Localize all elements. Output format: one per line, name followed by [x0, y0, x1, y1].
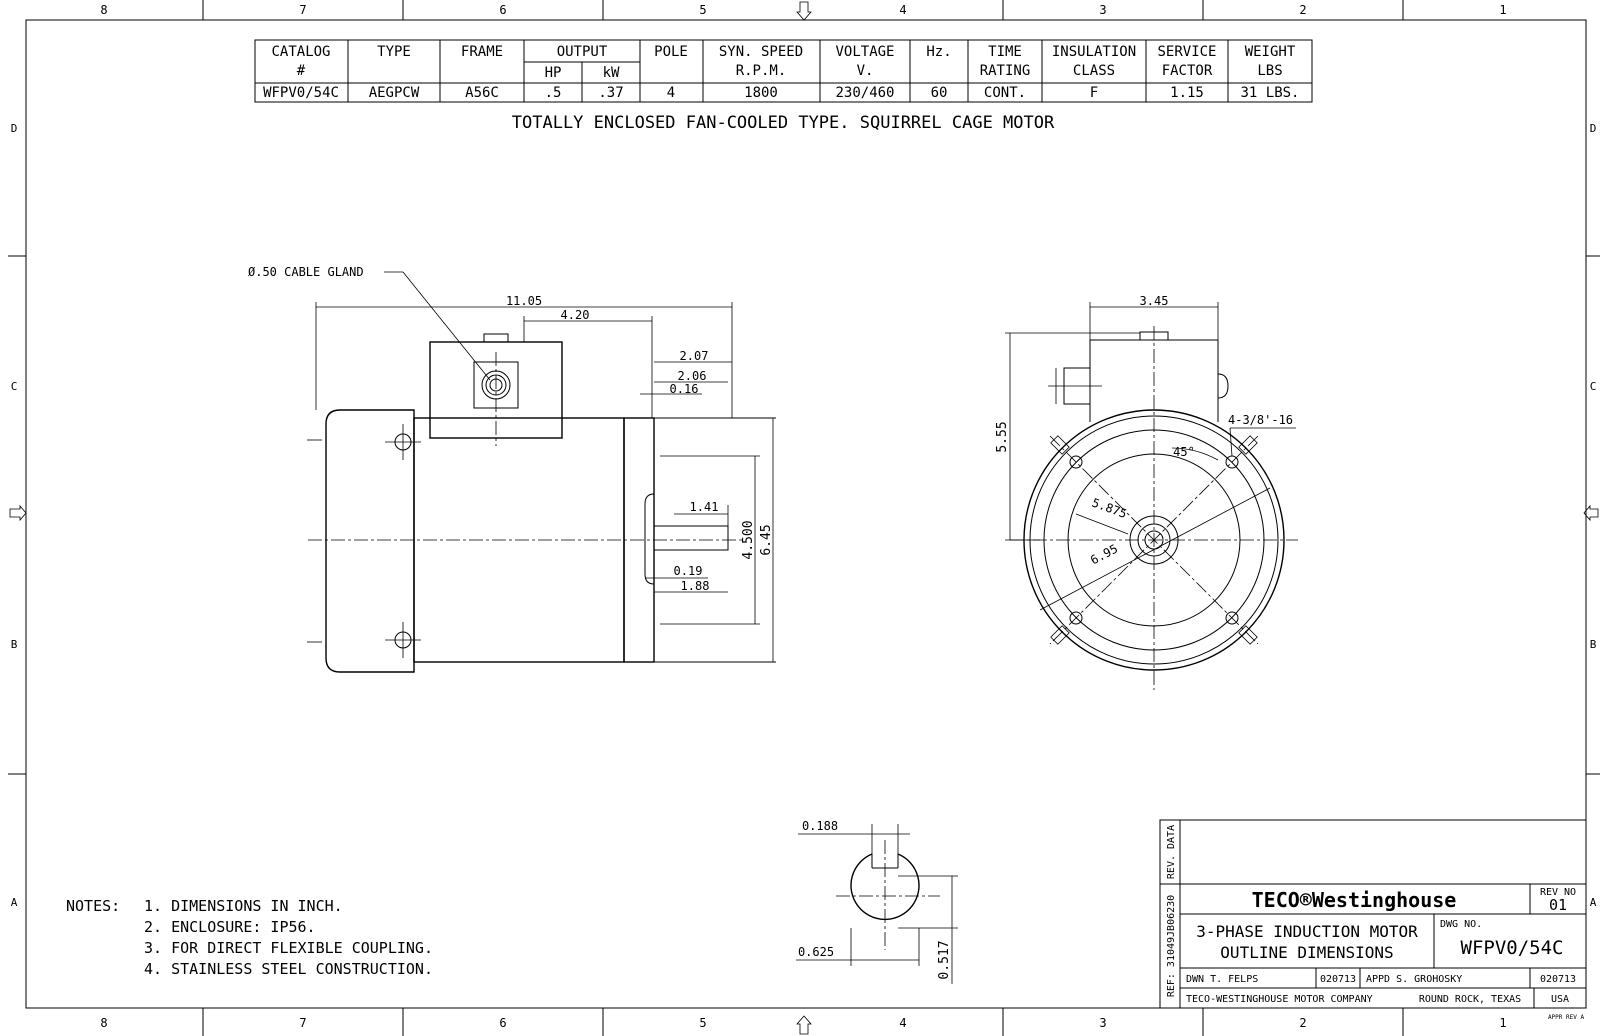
- col-label-top: 3: [1099, 3, 1107, 17]
- col-label-top: 6: [499, 3, 507, 17]
- row-label-right: A: [1589, 896, 1597, 909]
- dim-pilot-diameter: 4.500: [741, 520, 756, 560]
- side-view: [248, 265, 776, 672]
- col-label-bottom: 6: [499, 1016, 507, 1030]
- cell-hp: .5: [544, 85, 562, 101]
- row-label-left: A: [10, 896, 18, 909]
- header-catalog-hash: #: [296, 63, 306, 79]
- header-weight: WEIGHT: [1244, 44, 1296, 60]
- dim-flange-diameter: 6.95: [1088, 541, 1121, 568]
- notes: [66, 897, 433, 978]
- header-voltage: VOLTAGE: [835, 44, 895, 60]
- drawn-date: 020713: [1319, 974, 1357, 985]
- dwg-no-value: WFPV0/54C: [1460, 937, 1564, 959]
- header-hp: HP: [544, 65, 562, 81]
- row-label-left: C: [10, 380, 18, 393]
- drawing-title-line1: 3-PHASE INDUCTION MOTOR: [1196, 922, 1418, 941]
- row-label-left: D: [10, 122, 18, 135]
- cell-frame: A56C: [465, 85, 499, 101]
- dim-0-19: 0.19: [673, 564, 703, 578]
- dim-box-width: 3.45: [1139, 294, 1169, 308]
- rev-data-label: REV. DATA: [1166, 824, 1177, 880]
- left-center-arrow-icon: [10, 506, 26, 520]
- col-label-top: 7: [299, 3, 307, 17]
- header-rpm: R.P.M.: [735, 63, 787, 79]
- cell-syn-speed: 1800: [744, 85, 778, 101]
- header-service: SERVICE: [1157, 44, 1217, 60]
- drawing-border: [8, 0, 1600, 1036]
- col-label-bottom: 1: [1499, 1016, 1507, 1030]
- header-frame: FRAME: [460, 44, 504, 60]
- row-label-left: B: [10, 638, 18, 651]
- row-labels: [11, 122, 1597, 909]
- row-label-right: C: [1589, 380, 1597, 393]
- dim-bolt-circle: 5.875: [1090, 495, 1129, 521]
- rev-no-label: REV NO: [1539, 887, 1577, 898]
- company-logo: TECO®Westinghouse: [1251, 888, 1457, 912]
- approved-by: APPD S. GROHOSKY: [1366, 974, 1463, 985]
- dim-key-width: 0.188: [801, 819, 839, 833]
- dwg-no-label: DWG NO.: [1440, 919, 1483, 930]
- col-label-bottom: 8: [100, 1016, 108, 1030]
- col-label-bottom: 7: [299, 1016, 307, 1030]
- dim-1-88: 1.88: [680, 579, 710, 593]
- bolt-spec-label: 4-3/8'-16: [1228, 413, 1294, 427]
- header-output: OUTPUT: [556, 44, 608, 60]
- end-view: [995, 294, 1298, 690]
- header-factor: FACTOR: [1161, 63, 1213, 79]
- shaft-detail: [796, 819, 958, 984]
- col-label-bottom: 5: [699, 1016, 707, 1030]
- company-country: USA: [1550, 994, 1570, 1005]
- drawing-subtitle: TOTALLY ENCLOSED FAN-COOLED TYPE. SQUIRREL CAGE MOTOR: [511, 113, 1055, 133]
- header-rating: RATING: [979, 63, 1031, 79]
- ref-label: REF: 31049JB06230: [1166, 894, 1177, 998]
- col-label-top: 2: [1299, 3, 1307, 17]
- shaft: [654, 526, 728, 550]
- notes-label: NOTES:: [66, 897, 121, 915]
- col-label-bottom: 2: [1299, 1016, 1307, 1030]
- note-item: 1. DIMENSIONS IN INCH.: [144, 897, 343, 915]
- dim-box-offset: 4.20: [560, 308, 590, 322]
- dim-2-06: 2.06: [677, 369, 707, 383]
- cell-type: AEGPCW: [368, 85, 420, 101]
- header-class: CLASS: [1072, 63, 1116, 79]
- header-type: TYPE: [377, 44, 411, 60]
- col-label-top: 5: [699, 3, 707, 17]
- col-label-top: 4: [899, 3, 907, 17]
- approved-date: 020713: [1539, 974, 1577, 985]
- dim-2-07: 2.07: [679, 349, 709, 363]
- spec-table: [255, 40, 1312, 102]
- angle-label: 45°: [1173, 445, 1195, 459]
- header-kw: kW: [602, 65, 620, 81]
- header-pole: POLE: [654, 44, 688, 60]
- header-voltage-unit: V.: [856, 63, 874, 79]
- dim-shaft-height: 5.55: [995, 421, 1010, 453]
- dim-0-16: 0.16: [669, 382, 699, 396]
- row-label-right: B: [1589, 638, 1597, 651]
- header-insulation: INSULATION: [1051, 44, 1137, 60]
- cell-pole: 4: [666, 85, 676, 101]
- cell-kw: .37: [598, 85, 624, 101]
- company-name: TECO-WESTINGHOUSE MOTOR COMPANY: [1186, 994, 1373, 1005]
- dim-overall-length: 11.05: [505, 294, 543, 308]
- cell-voltage: 230/460: [835, 85, 895, 101]
- cell-catalog: WFPV0/54C: [263, 85, 339, 101]
- cell-time-rating: CONT.: [983, 85, 1027, 101]
- appr-rev-label: APPR REV A: [1547, 1014, 1585, 1021]
- header-time: TIME: [988, 44, 1022, 60]
- cell-hz: 60: [930, 85, 948, 101]
- rev-no-value: 01: [1548, 896, 1568, 914]
- note-item: 4. STAINLESS STEEL CONSTRUCTION.: [144, 960, 433, 978]
- dim-shaft-diameter: 0.625: [797, 945, 835, 959]
- dim-height: 6.45: [759, 524, 774, 556]
- dim-key-height: 0.517: [937, 940, 952, 980]
- note-item: 3. FOR DIRECT FLEXIBLE COUPLING.: [144, 939, 433, 957]
- company-location: ROUND ROCK, TEXAS: [1418, 994, 1522, 1005]
- row-label-right: D: [1589, 122, 1597, 135]
- bottom-center-arrow-icon: [797, 1016, 811, 1034]
- column-labels: [100, 3, 1506, 1030]
- drawn-by: DWN T. FELPS: [1186, 974, 1259, 985]
- col-label-bottom: 4: [899, 1016, 907, 1030]
- header-syn-speed: SYN. SPEED: [718, 44, 804, 60]
- cell-weight: 31 LBS.: [1240, 85, 1300, 101]
- header-catalog: CATALOG: [271, 44, 331, 60]
- drawing-title-line2: OUTLINE DIMENSIONS: [1220, 943, 1394, 962]
- col-label-top: 8: [100, 3, 108, 17]
- cell-service-factor: 1.15: [1170, 85, 1204, 101]
- col-label-bottom: 3: [1099, 1016, 1107, 1030]
- cell-insulation: F: [1089, 85, 1099, 101]
- header-lbs: LBS: [1257, 63, 1283, 79]
- dim-shaft-length: 1.41: [689, 500, 719, 514]
- title-block: [1160, 820, 1586, 1021]
- top-center-arrow-icon: [797, 2, 811, 20]
- header-hz: Hz.: [926, 44, 952, 60]
- col-label-top: 1: [1499, 3, 1507, 17]
- note-item: 2. ENCLOSURE: IP56.: [144, 918, 316, 936]
- cable-gland-label: Ø.50 CABLE GLAND: [248, 265, 364, 279]
